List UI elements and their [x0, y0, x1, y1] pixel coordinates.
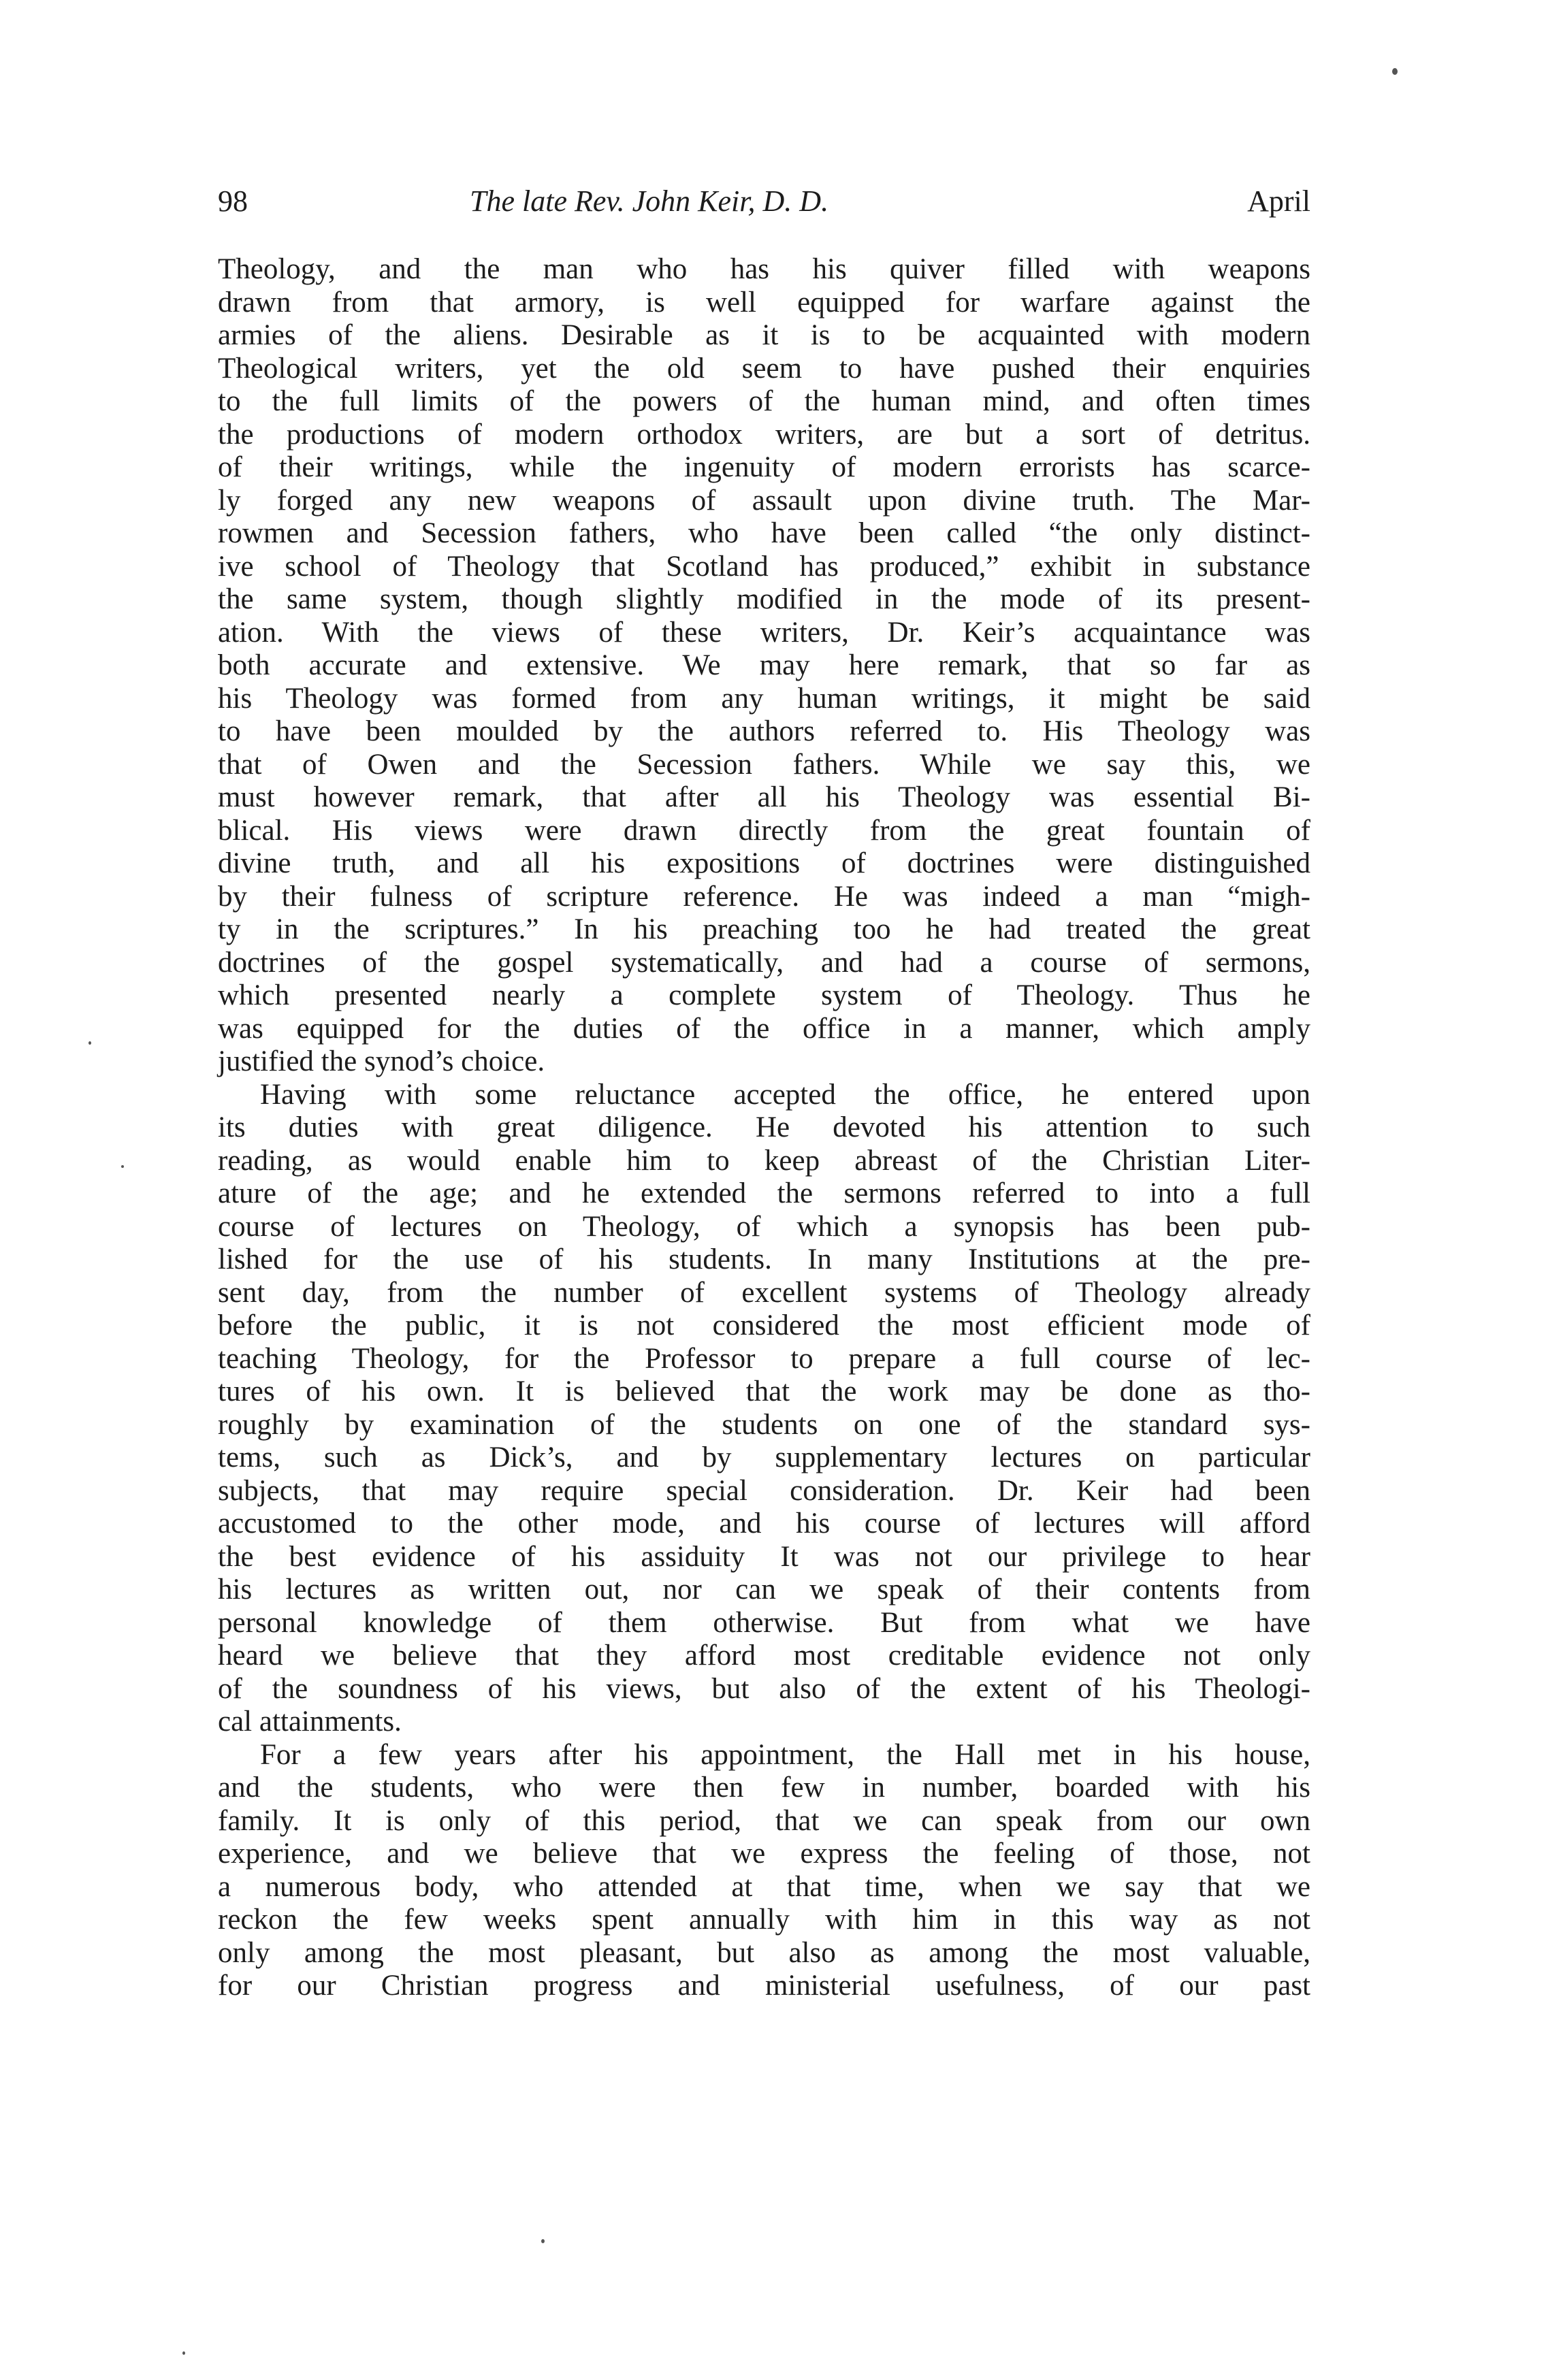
text-line: roughly by examination of the students on one of the standard sys-: [218, 1408, 1310, 1441]
text-line: divine truth, and all his expositions of doctrines were distinguished: [218, 847, 1310, 879]
text-line: only among the most pleasant, but also as among the most valuable,: [218, 1936, 1310, 1969]
text-line: for our Christian progress and ministerial usefulness, of our past: [218, 1970, 1310, 2002]
text-line: family. It is only of this period, that we can speak from our own: [218, 1804, 1310, 1837]
text-line: must however remark, that after all his Theology was essential Bi-: [218, 781, 1310, 813]
text-line: reckon the few weeks spent annually with him in this way as not: [218, 1904, 1310, 1936]
text-line: the best evidence of his assiduity It was not our privilege to hear: [218, 1540, 1310, 1573]
text-line: of their writings, while the ingenuity of modern errorists has scarce-: [218, 451, 1310, 483]
text-line: ive school of Theology that Scotland has produced,” exhibit in substance: [218, 550, 1310, 583]
header-month: April: [1247, 184, 1310, 218]
text-line: personal knowledge of them otherwise. But from what we have: [218, 1606, 1310, 1639]
text-line: reading, as would enable him to keep abreast of the Christian Liter-: [218, 1144, 1310, 1177]
text-line: to have been moulded by the authors referred to. His Theology was: [218, 715, 1310, 747]
text-line: was equipped for the duties of the office in a manner, which amply: [218, 1012, 1310, 1045]
text-line: ation. With the views of these writers, Dr. Keir’s acquaintance was: [218, 616, 1310, 649]
text-line: by their fulness of scripture reference. He was indeed a man “migh-: [218, 880, 1310, 913]
text-line: that of Owen and the Secession fathers. While we say this, we: [218, 748, 1310, 781]
body-text: [218, 253, 1310, 2003]
text-line: ature of the age; and he extended the sermons referred to into a full: [218, 1177, 1310, 1209]
page-header: [218, 184, 1310, 231]
text-line: Theology, and the man who has his quiver filled with weapons: [218, 253, 1310, 285]
text-line: its duties with great diligence. He devoted his attention to such: [218, 1111, 1310, 1143]
text-line: ty in the scriptures.” In his preaching too he had treated the great: [218, 913, 1310, 945]
text-line: cal attainments.: [218, 1706, 402, 1738]
scan-speck: [121, 1165, 124, 1168]
text-line: teaching Theology, for the Professor to prepare a full course of lec-: [218, 1342, 1310, 1375]
text-line: his Theology was formed from any human writings, it might be said: [218, 682, 1310, 715]
scan-speck: [88, 1041, 91, 1045]
scan-speck: [541, 2239, 545, 2243]
scan-speck: [182, 2351, 185, 2355]
text-line: heard we believe that they afford most creditable evidence not only: [218, 1640, 1310, 1672]
text-line: blical. His views were drawn directly from the great fountain of: [218, 814, 1310, 847]
text-line: and the students, who were then few in number, boarded with his: [218, 1772, 1310, 1804]
text-line: doctrines of the gospel systematically, and had a course of sermons,: [218, 946, 1310, 979]
text-line: to the full limits of the powers of the human mind, and often times: [218, 385, 1310, 417]
text-line: a numerous body, who attended at that time, when we say that we: [218, 1870, 1310, 1903]
text-line: armies of the aliens. Desirable as it is to be acquainted with modern: [218, 319, 1310, 351]
text-line: ly forged any new weapons of assault upon divine truth. The Mar-: [218, 484, 1310, 517]
text-line: the productions of modern orthodox writers, are but a sort of detritus.: [218, 418, 1310, 451]
text-line: experience, and we believe that we express the feeling of those, not: [218, 1838, 1310, 1870]
scan-speck: [1392, 68, 1398, 75]
text-line: both accurate and extensive. We may here remark, that so far as: [218, 649, 1310, 681]
text-line: subjects, that may require special consideration. Dr. Keir had been: [218, 1474, 1310, 1507]
text-line: tures of his own. It is believed that the work may be done as tho-: [218, 1375, 1310, 1407]
text-line: accustomed to the other mode, and his course of lectures will afford: [218, 1507, 1310, 1539]
text-line: his lectures as written out, nor can we speak of their contents from: [218, 1574, 1310, 1605]
text-line: lished for the use of his students. In many Institutions at the pre-: [218, 1243, 1310, 1275]
text-line: Having with some reluctance accepted the office, he entered upon: [260, 1078, 1310, 1111]
text-line: tems, such as Dick’s, and by supplementary lectures on particular: [218, 1441, 1310, 1473]
running-title: The late Rev. John Keir, D. D.: [470, 184, 829, 218]
text-line: justified the synod’s choice.: [218, 1045, 545, 1077]
text-line: For a few years after his appointment, the Hall met in his house,: [260, 1738, 1310, 1771]
text-line: before the public, it is not considered the most efficient mode of: [218, 1309, 1310, 1341]
text-line: Theological writers, yet the old seem to have pushed their enquiries: [218, 352, 1310, 385]
text-line: of the soundness of his views, but also of the extent of his Theologi-: [218, 1672, 1310, 1705]
page-number: 98: [218, 184, 248, 218]
text-line: the same system, though slightly modified in the mode of its present-: [218, 583, 1310, 615]
text-line: drawn from that armory, is well equipped for warfare against the: [218, 286, 1310, 319]
text-line: rowmen and Secession fathers, who have been called “the only distinct-: [218, 517, 1310, 549]
text-line: which presented nearly a complete system of Theology. Thus he: [218, 979, 1310, 1011]
text-line: sent day, from the number of excellent systems of Theology already: [218, 1276, 1310, 1309]
text-line: course of lectures on Theology, of which a synopsis has been pub-: [218, 1210, 1310, 1243]
